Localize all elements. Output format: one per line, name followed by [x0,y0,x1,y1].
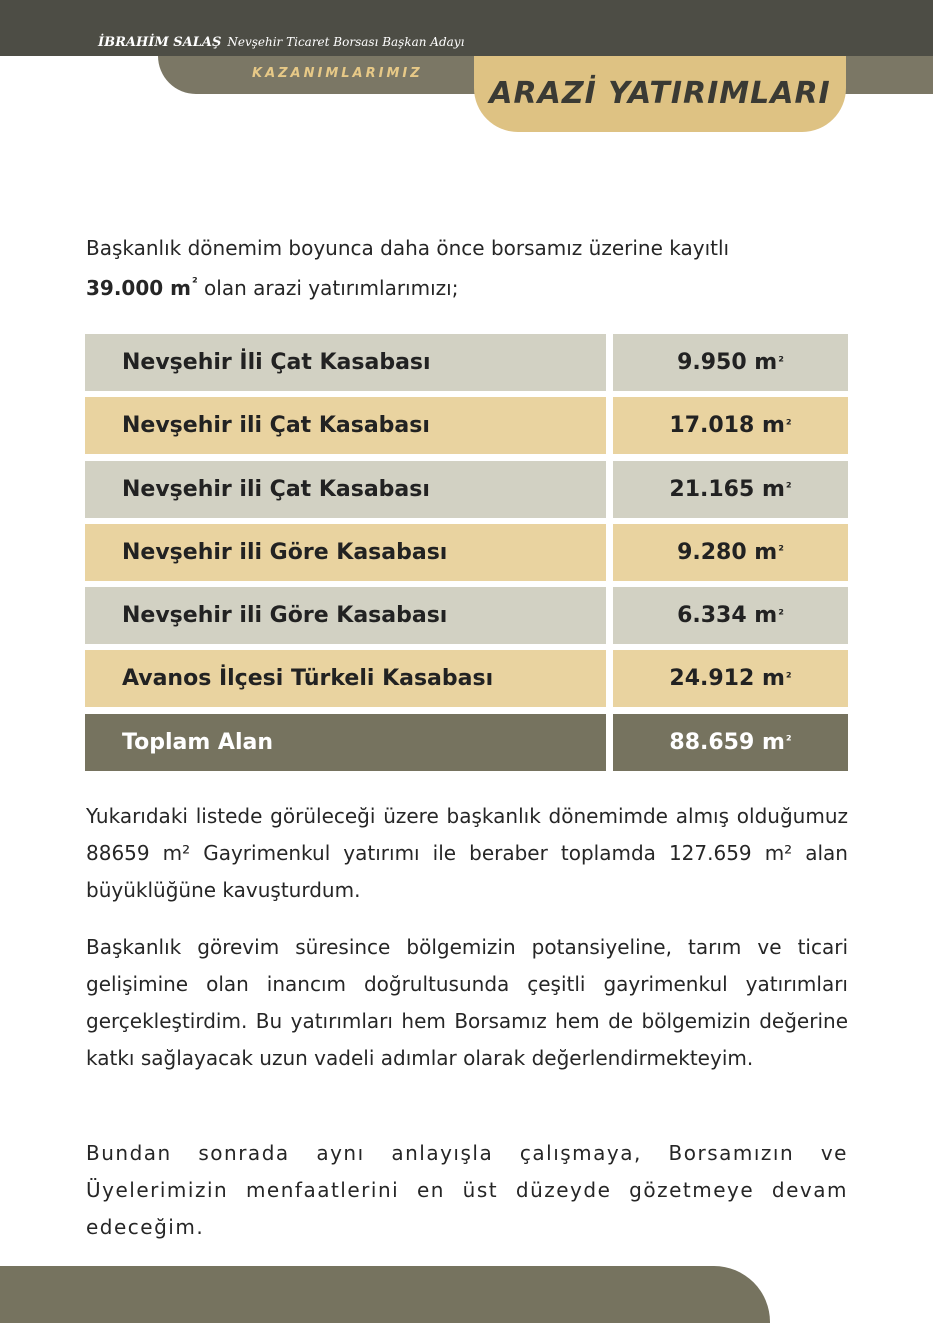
author-line [98,34,464,51]
total-label: Toplam Alan [85,714,606,771]
area-cell: 24.912 m ² [613,650,848,707]
intro-line-2-rest: olan arazi yatırımlarımızı; [197,276,459,300]
intro-line-2 [86,268,848,308]
location-cell: Nevşehir İli Çat Kasabası [85,334,606,391]
location-cell: Nevşehir ili Göre Kasabası [85,587,606,644]
area-cell: 9.950 m ² [613,334,848,391]
area-cell: 9.280 m ² [613,524,848,581]
location-cell: Nevşehir ili Çat Kasabası [85,397,606,454]
author-role: Nevşehir Ticaret Borsası Başkan Adayı [227,35,465,49]
intro-text [86,228,848,308]
paragraph-summary: Yukarıdaki listede görüleceği üzere başkanlık dönemimde almış olduğumuz 88659 m² Gayrimenkul yatırımı ile beraber toplamda 127.659 m² alan büyüklüğüne kavuşturdum. [86,804,848,902]
footer-bar [0,1266,770,1323]
table-row [85,334,848,391]
author-name: İBRAHİM SALAŞ [98,35,222,50]
table-row [85,587,848,644]
page-title: ARAZİ YATIRIMLARI [489,76,831,111]
location-cell: Nevşehir ili Göre Kasabası [85,524,606,581]
total-area: 88.659 m ² [613,714,848,771]
total-row [85,714,848,771]
paragraph-investments: Başkanlık görevim süresince bölgemizin potansiyeline, tarım ve ticari gelişimine olan inancım doğrultusunda çeşitli gayrimenkul yatırımları gerçekleştirdim. Bu yatırımları hem Borsamız hem de bölgemizin değerine katkı sağlayacak uzun vadeli adımlar olarak değerlendirmekteyim. [86,935,848,1070]
table-row [85,397,848,454]
area-cell: 21.165 m ² [613,461,848,518]
intro-area-value: 39.000 m [86,276,191,300]
paragraph-closing: Bundan sonrada aynı anlayışla çalışmaya, Borsamızın ve Üyelerimizin menfaatlerini en üst düzeyde gözetmeye devam edeceğim. [86,1141,848,1239]
location-cell: Nevşehir ili Çat Kasabası [85,461,606,518]
intro-area-unit: ² [191,276,198,292]
land-investments-table [85,334,848,777]
table-row [85,524,848,581]
area-cell: 17.018 m ² [613,397,848,454]
location-cell: Avanos İlçesi Türkeli Kasabası [85,650,606,707]
table-row [85,461,848,518]
table-row [85,650,848,707]
section-label: KAZANIMLARIMIZ [252,66,423,81]
area-cell: 6.334 m ² [613,587,848,644]
intro-line-1: Başkanlık dönemim boyunca daha önce borsamız üzerine kayıtlı [86,236,730,260]
